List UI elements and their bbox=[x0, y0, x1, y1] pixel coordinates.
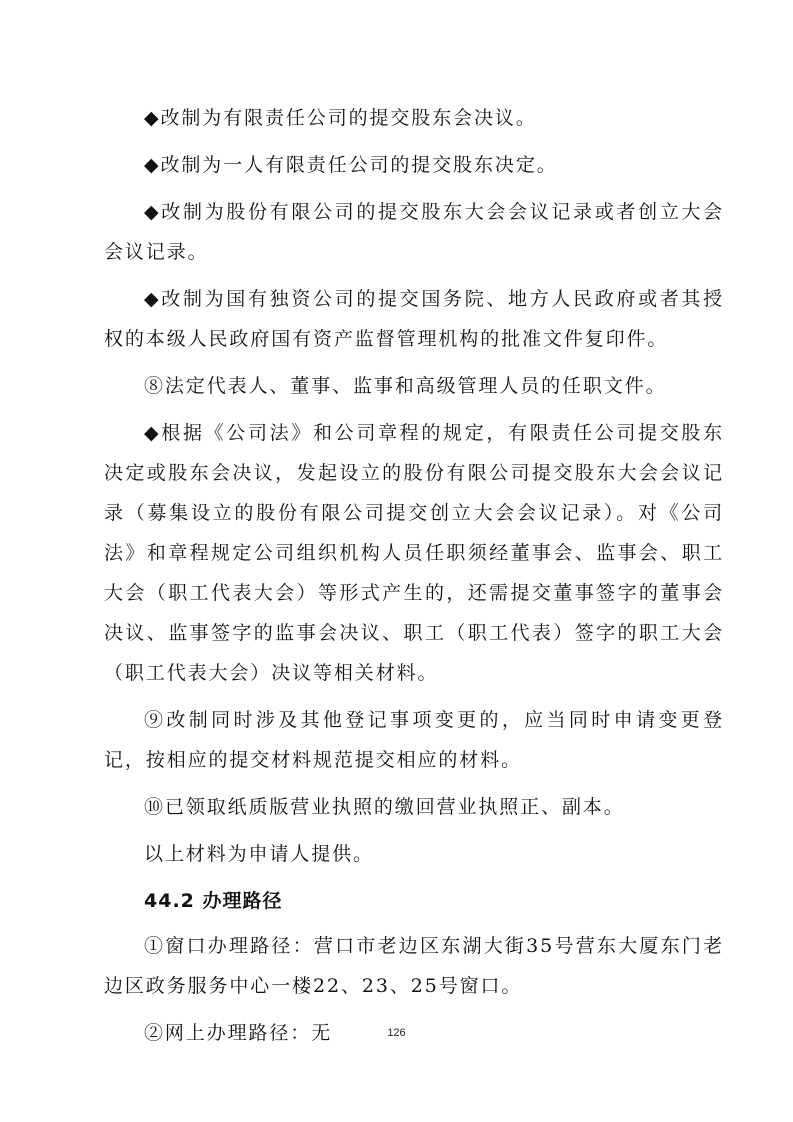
paragraph-company-law-requirements: ◆根据《公司法》和公司章程的规定，有限责任公司提交股东决定或股东会决议，发起设立的股份有限公司提交股东大会会议记录（募集设立的股份有限公司提交创立大会会议记录）。对《公司法》和章程规定公司组织机构人员任职须经董事会、监事会、职工大会（职工代表大会）等形式产生的，还需提交董事签字的董事会决议、监事签字的监事会决议、职工（职工代表）签字的职工大会（职工代表大会）决议等相关材料。 bbox=[104, 422, 724, 684]
paragraph-item-9-other-changes: ⑨改制同时涉及其他登记事项变更的，应当同时申请变更登记，按相应的提交材料规范提交相应的材料。 bbox=[104, 709, 724, 771]
paragraph-window-path: ①窗口办理路径：营口市老边区东湖大街35号营东大厦东门老边区政务服务中心一楼22、23、25号窗口。 bbox=[104, 935, 724, 997]
section-heading: 44.2 办理路径 bbox=[144, 890, 283, 912]
paragraph-item-10-license-return: ⑩已领取纸质版营业执照的缴回营业执照正、副本。 bbox=[144, 796, 625, 818]
paragraph-llc-resolution: ◆改制为有限责任公司的提交股东会决议。 bbox=[144, 107, 537, 129]
page-number: 126 bbox=[387, 1027, 406, 1039]
paragraph-online-path: ②网上办理路径：无 bbox=[144, 1022, 333, 1044]
paragraph-state-owned-approval: ◆改制为国有独资公司的提交国务院、地方人民政府或者其授权的本级人民政府国有资产监督管理机构的批准文件复印件。 bbox=[104, 288, 724, 350]
paragraph-materials-provider: 以上材料为申请人提供。 bbox=[144, 843, 374, 865]
paragraph-joint-stock-minutes: ◆改制为股份有限公司的提交股东大会会议记录或者创立大会会议记录。 bbox=[104, 201, 724, 263]
paragraph-single-llc-decision: ◆改制为一人有限责任公司的提交股东决定。 bbox=[144, 154, 558, 176]
page-content bbox=[104, 98, 724, 1060]
paragraph-item-8-appointment: ⑧法定代表人、董事、监事和高级管理人员的任职文件。 bbox=[144, 375, 667, 397]
